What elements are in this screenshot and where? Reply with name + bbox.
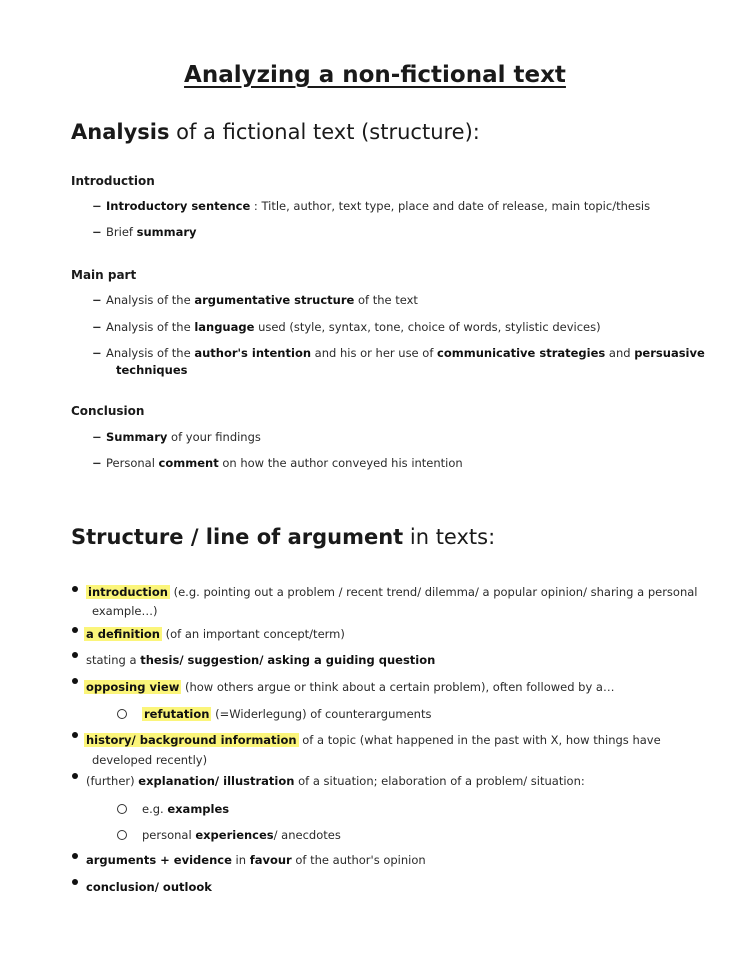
circle-bullet-icon [117, 804, 127, 814]
dash-icon: − [92, 430, 102, 444]
subheading-conclusion: Conclusion [71, 404, 145, 418]
heading-bold: Analysis [71, 120, 170, 144]
list-item: − Brief summary [92, 225, 197, 239]
sub-list-item: e.g. examples [117, 802, 229, 816]
circle-bullet-icon [117, 830, 127, 840]
heading-rest: in texts: [403, 525, 496, 549]
list-item-continuation: example…) [92, 604, 158, 618]
list-item: a definition (of an important concept/term) [86, 627, 345, 641]
list-item: − Personal comment on how the author conveyed his intention [92, 456, 463, 470]
subheading-introduction: Introduction [71, 174, 155, 188]
circle-bullet-icon [117, 709, 127, 719]
list-item: − Analysis of the language used (style, syntax, tone, choice of words, stylistic devices) [92, 320, 601, 334]
list-item-continuation: developed recently) [92, 753, 208, 767]
list-item: − Introductory sentence : Title, author, text type, place and date of release, main topic/thesis [92, 199, 651, 213]
sub-list-item: personal experiences/ anecdotes [117, 828, 341, 842]
list-item: introduction (e.g. pointing out a problem / recent trend/ dilemma/ a popular opinion/ sharing a personal [88, 585, 698, 599]
list-item: stating a thesis/ suggestion/ asking a guiding question [86, 653, 436, 667]
bullet-icon [72, 652, 78, 658]
bullet-icon [72, 732, 78, 738]
section-heading-analysis [71, 120, 480, 144]
dash-icon: − [92, 320, 102, 334]
list-item: − Analysis of the argumentative structure of the text [92, 293, 418, 307]
list-item-continuation: techniques [116, 363, 188, 377]
heading-rest: of a fictional text (structure): [169, 120, 480, 144]
bullet-icon [72, 853, 78, 859]
bullet-icon [72, 627, 78, 633]
heading-bold: Structure / line of argument [71, 525, 404, 549]
list-item: history/ background information of a topic (what happened in the past with X, how things have [86, 733, 661, 747]
list-item: − Summary of your findings [92, 430, 261, 444]
dash-icon: − [92, 346, 102, 360]
page-title: Analyzing a non-fictional text [184, 62, 566, 88]
list-item: − Analysis of the author's intention and his or her use of communicative strategies and persuasive [92, 346, 705, 360]
dash-icon: − [92, 293, 102, 307]
bullet-icon [72, 586, 78, 592]
bullet-icon [72, 678, 78, 684]
list-item: (further) explanation/ illustration of a situation; elaboration of a problem/ situation: [86, 774, 585, 788]
dash-icon: − [92, 225, 102, 239]
list-item: arguments + evidence in favour of the author's opinion [86, 853, 426, 867]
subheading-main-part: Main part [71, 268, 137, 282]
dash-icon: − [92, 199, 102, 213]
sub-list-item: refutation (=Widerlegung) of counterarguments [117, 707, 431, 721]
bullet-icon [72, 773, 78, 779]
section-heading-structure [71, 525, 495, 549]
list-item: conclusion/ outlook [86, 880, 212, 894]
bullet-icon [72, 879, 78, 885]
dash-icon: − [92, 456, 102, 470]
list-item: opposing view (how others argue or think about a certain problem), often followed by a… [86, 680, 615, 694]
